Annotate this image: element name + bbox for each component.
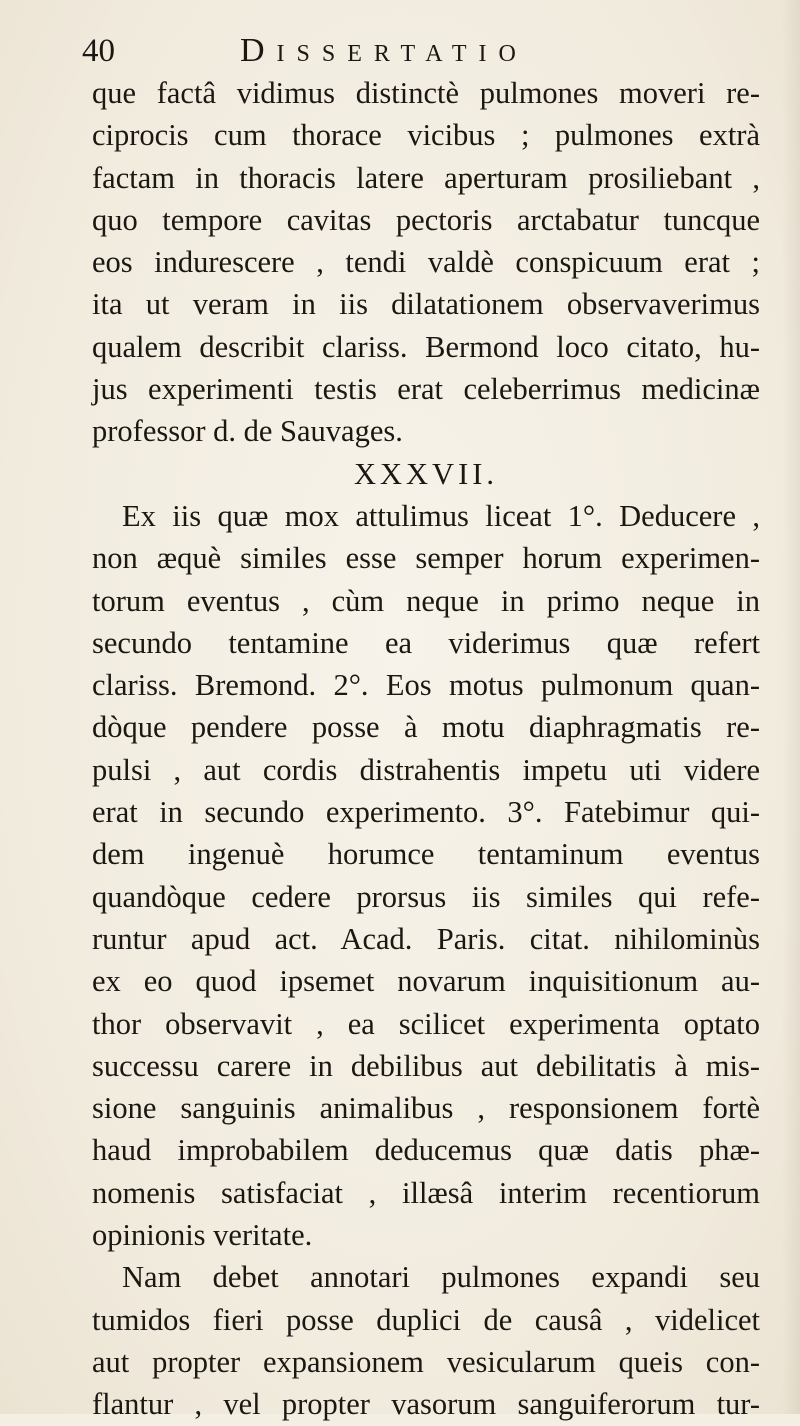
text-line: ciprocis cum thorace vicibus ; pulmones extrà [92,118,760,153]
text-line: flantur , vel propter vasorum sanguiferorum tur- [92,1387,760,1422]
body-text [92,72,760,1426]
text-line: que factâ vidimus distinctè pulmones moveri re- [92,76,760,110]
text-line: ex eo quod ipsemet novarum inquisitionum au- [92,964,760,999]
text-line: successu carere in debilibus aut debilitatis à mis- [92,1048,760,1083]
text-line: Ex iis quæ mox attulimus liceat 1°. Deducere , [122,498,760,533]
text-line: quandòque cedere prorsus iis similes qui refe- [92,879,760,914]
text-line: quo tempore cavitas pectoris arctabatur tuncque [92,202,760,237]
text-line: non æquè similes esse semper horum experimen- [92,541,760,576]
text-line: eos indurescere , tendi valdè conspicuum erat ; [92,245,760,280]
text-line: dòque pendere posse à motu diaphragmatis re- [92,710,760,745]
running-title: Dissertatio [240,32,528,69]
text-line: qualem describit clariss. Bermond loco citato, hu- [92,329,760,364]
page-edge-shadow [782,0,800,1414]
text-line: Nam debet annotari pulmones expandi seu [122,1260,760,1295]
text-line: aut propter expansionem vesicularum queis con- [92,1344,760,1379]
text-line: runtur apud act. Acad. Paris. citat. nihilominùs [92,921,760,956]
section-heading: XXXVII. [353,456,499,491]
paragraph-end-line: opinionis veritate. [92,1218,313,1253]
text-line: ita ut veram in iis dilatationem observaverimus [92,287,760,322]
text-line: factam in thoracis latere aperturam prosiliebant , [92,160,760,195]
text-line: nomenis satisfaciat , illæsâ interim recentiorum [92,1175,760,1210]
text-line: thor observavit , ea scilicet experimenta optato [92,1006,760,1041]
text-line: torum eventus , cùm neque in primo neque in [92,583,760,618]
page-number: 40 [82,33,115,69]
text-line: pulsi , aut cordis distrahentis impetu uti videre [92,752,760,787]
text-line: dem ingenuè horumce tentaminum eventus [92,837,760,872]
page-header [82,30,682,72]
text-line: clariss. Bremond. 2°. Eos motus pulmonum quan- [92,668,760,703]
text-line: secundo tentamine ea viderimus quæ refert [92,625,760,660]
text-line: tumidos fieri posse duplici de causâ , videlicet [92,1302,760,1337]
paragraph-end-line: professor d. de Sauvages. [92,414,403,449]
text-line: sione sanguinis animalibus , responsionem fortè [92,1091,760,1126]
text-line: jus experimenti testis erat celeberrimus medicinæ [92,372,760,407]
text-line: erat in secundo experimento. 3°. Fatebimur qui- [92,795,760,830]
text-line: haud improbabilem deducemus quæ datis phæ- [92,1133,760,1168]
